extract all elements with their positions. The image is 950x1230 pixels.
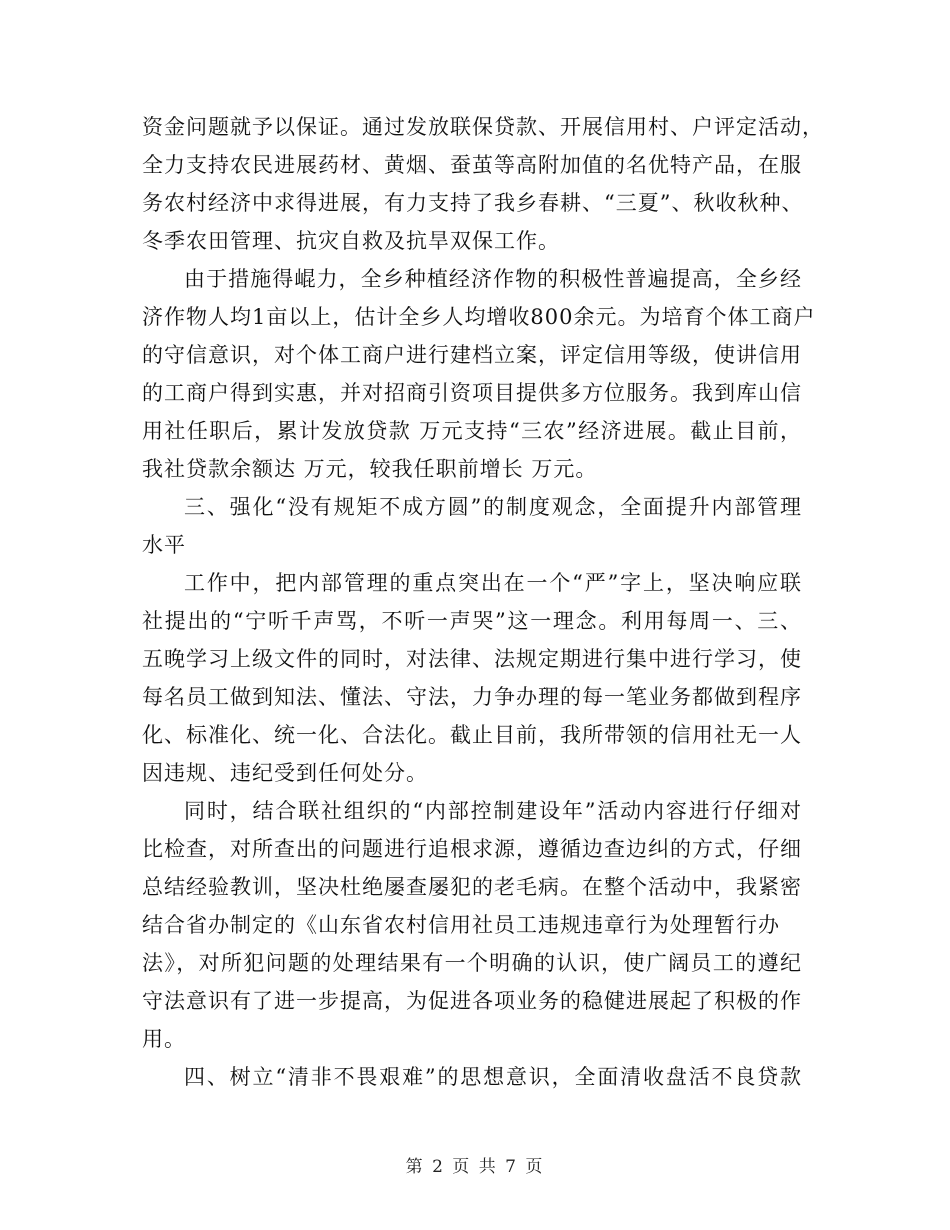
text-line: 由于措施得崐力，全乡种植经济作物的积极性普遍提高，全乡经	[184, 267, 802, 291]
text-line: 守法意识有了进一步提高，为促进各项业务的稳健进展起了积极的作	[142, 989, 802, 1013]
text-line: 社提出的“宁听千声骂，不听一声哭”这一理念。利用每周一、三、	[142, 609, 802, 633]
text-line: 五晚学习上级文件的同时，对法律、法规定期进行集中进行学习，使	[142, 647, 802, 671]
text-line: 务农村经济中求得进展，有力支持了我乡春耕、“三夏”、秋收秋种、	[142, 191, 804, 215]
text-line: 法》，对所犯问题的处理结果有一个明确的认识，使广阔员工的遵纪	[142, 951, 802, 975]
text-line: 比检查，对所查出的问题进行追根求源，遵循边查边纠的方式，仔细	[142, 837, 802, 861]
text-line: 全力支持农民进展药材、黄烟、蚕茧等高附加值的名优特产品，在服	[142, 153, 802, 177]
text-line: 总结经验教训，坚决杜绝屡查屡犯的老毛病。在整个活动中，我紧密	[142, 875, 802, 899]
text-line: 资金问题就予以保证。通过发放联保贷款、开展信用村、户评定活动，	[142, 115, 824, 139]
text-line: 因违规、违纪受到任何处分。	[142, 761, 428, 785]
text-line: 的守信意识，对个体工商户进行建档立案，评定信用等级，使讲信用	[142, 343, 802, 367]
text-line: 三、强化“没有规矩不成方圆”的制度观念，全面提升内部管理	[184, 495, 802, 519]
text-line: 济作物人均1亩以上，估计全乡人均增收800余元。为培育个体工商户	[142, 305, 816, 329]
text-line: 用。	[142, 1027, 186, 1051]
text-line: 同时，结合联社组织的“内部控制建设年”活动内容进行仔细对	[184, 799, 802, 823]
text-line: 冬季农田管理、抗灾自救及抗旱双保工作。	[142, 229, 560, 253]
text-line: 的工商户得到实惠，并对招商引资项目提供多方位服务。我到库山信	[142, 381, 802, 405]
text-line: 工作中，把内部管理的重点突出在一个“严”字上，坚决响应联	[184, 571, 802, 595]
text-line: 结合省办制定的《山东省农村信用社员工违规违章行为处理暂行办	[142, 913, 780, 937]
text-line: 每名员工做到知法、懂法、守法，力争办理的每一笔业务都做到程序	[142, 685, 802, 709]
text-line: 化、标准化、统一化、合法化。截止目前，我所带领的信用社无一人	[142, 723, 802, 747]
text-line: 我社贷款余额达 万元，较我任职前增长 万元。	[142, 457, 598, 481]
text-line: 水平	[142, 533, 186, 557]
text-line: 用社任职后，累计发放贷款 万元支持“三农”经济进展。截止目前，	[142, 419, 802, 443]
document-body	[142, 108, 824, 1096]
text-line: 四、树立“清非不畏艰难”的思想意识，全面清收盘活不良贷款	[184, 1065, 802, 1089]
page-number-footer: 第 2 页 共 7 页	[405, 1157, 545, 1177]
